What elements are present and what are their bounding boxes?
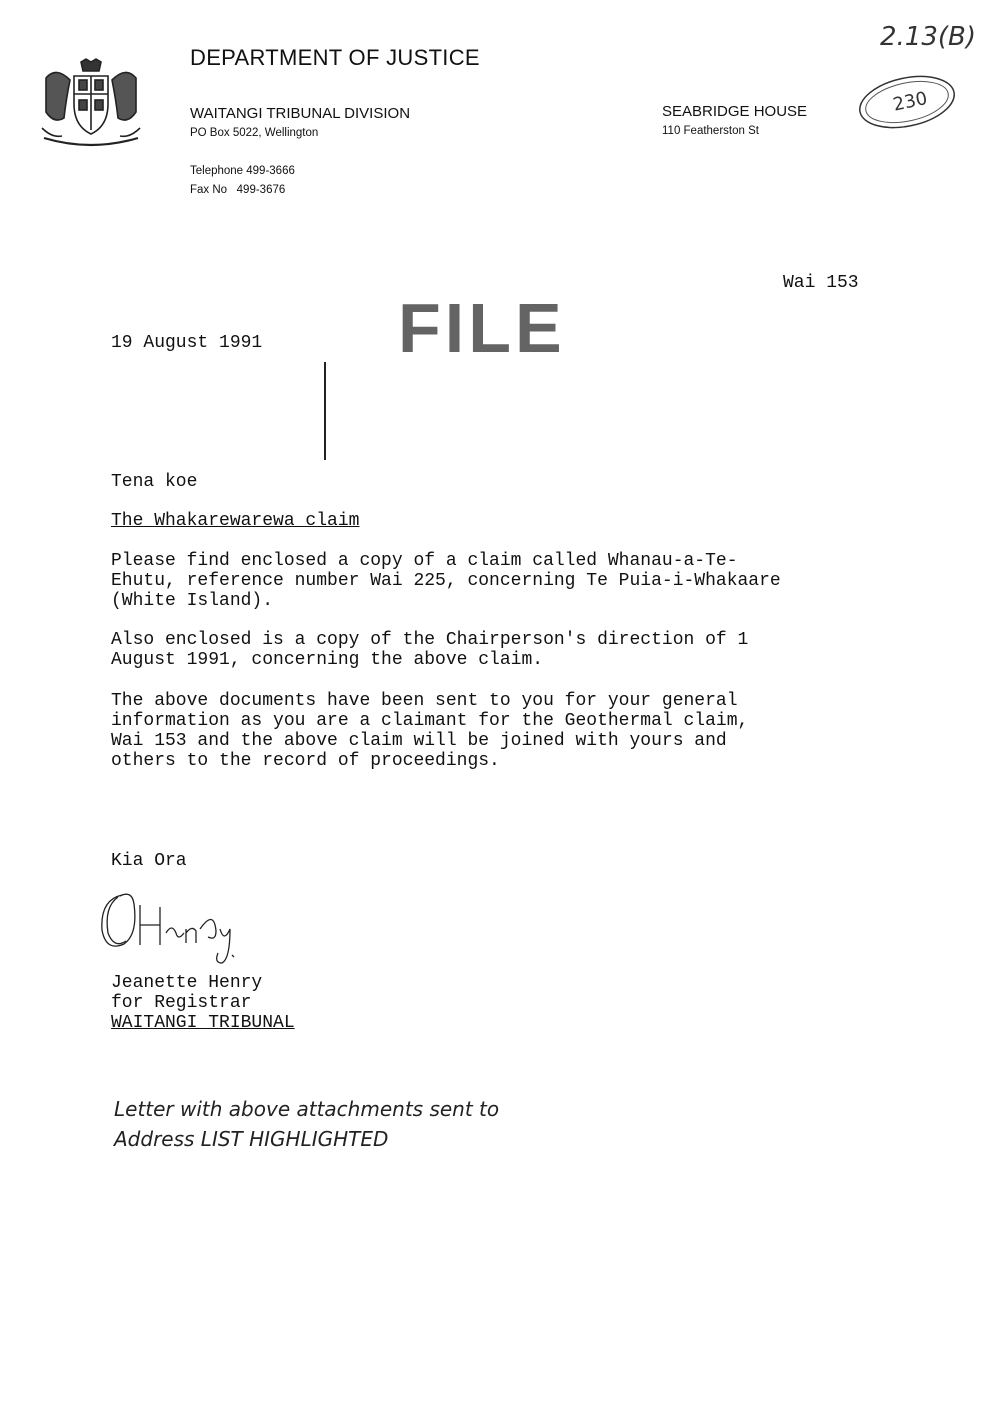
file-stamp: FILE	[398, 289, 566, 367]
handwritten-note-line: Address LIST HIGHLIGHTED	[114, 1127, 389, 1151]
handwritten-note-line: Letter with above attachments sent to	[114, 1097, 500, 1121]
telephone-number: Telephone 499-3666	[190, 165, 295, 177]
paragraph: Also enclosed is a copy of the Chairperson's direction of 1 August 1991, concerning the above claim.	[111, 630, 749, 670]
division-name: WAITANGI TRIBUNAL DIVISION	[190, 105, 411, 122]
stamp-number: 230	[891, 87, 930, 116]
reference-number: Wai 153	[783, 273, 859, 293]
letter-date: 19 August 1991	[111, 333, 263, 353]
stamp-circle	[855, 72, 960, 132]
department-title: DEPARTMENT OF JUSTICE	[190, 45, 480, 70]
greeting: Tena koe	[111, 472, 198, 492]
building-name: SEABRIDGE HOUSE	[662, 103, 808, 120]
signature	[92, 885, 262, 965]
margin-line	[324, 362, 326, 460]
coat-of-arms-icon	[36, 58, 146, 153]
sender-name: Jeanette Henry	[111, 973, 263, 993]
fax-number: Fax No 499-3676	[190, 184, 286, 196]
handwritten-file-reference: 2.13(B)	[880, 22, 977, 52]
po-box-address: PO Box 5022, Wellington	[190, 127, 319, 139]
sender-role: for Registrar	[111, 993, 252, 1013]
closing: Kia Ora	[111, 851, 187, 871]
sender-organization: WAITANGI TRIBUNAL	[111, 1013, 295, 1033]
subject-line: The Whakarewarewa claim	[111, 511, 360, 531]
paragraph: Please find enclosed a copy of a claim called Whanau-a-Te- Ehutu, reference number Wai 225, concerning Te Puia-i-Whakaare (White Island).	[111, 551, 781, 611]
paragraph: The above documents have been sent to you for your general information as you are a claimant for the Geothermal claim, Wai 153 and the above claim will be joined with yours and others to the record of proceedings.	[111, 691, 749, 771]
building-street: 110 Featherston St	[662, 125, 759, 137]
